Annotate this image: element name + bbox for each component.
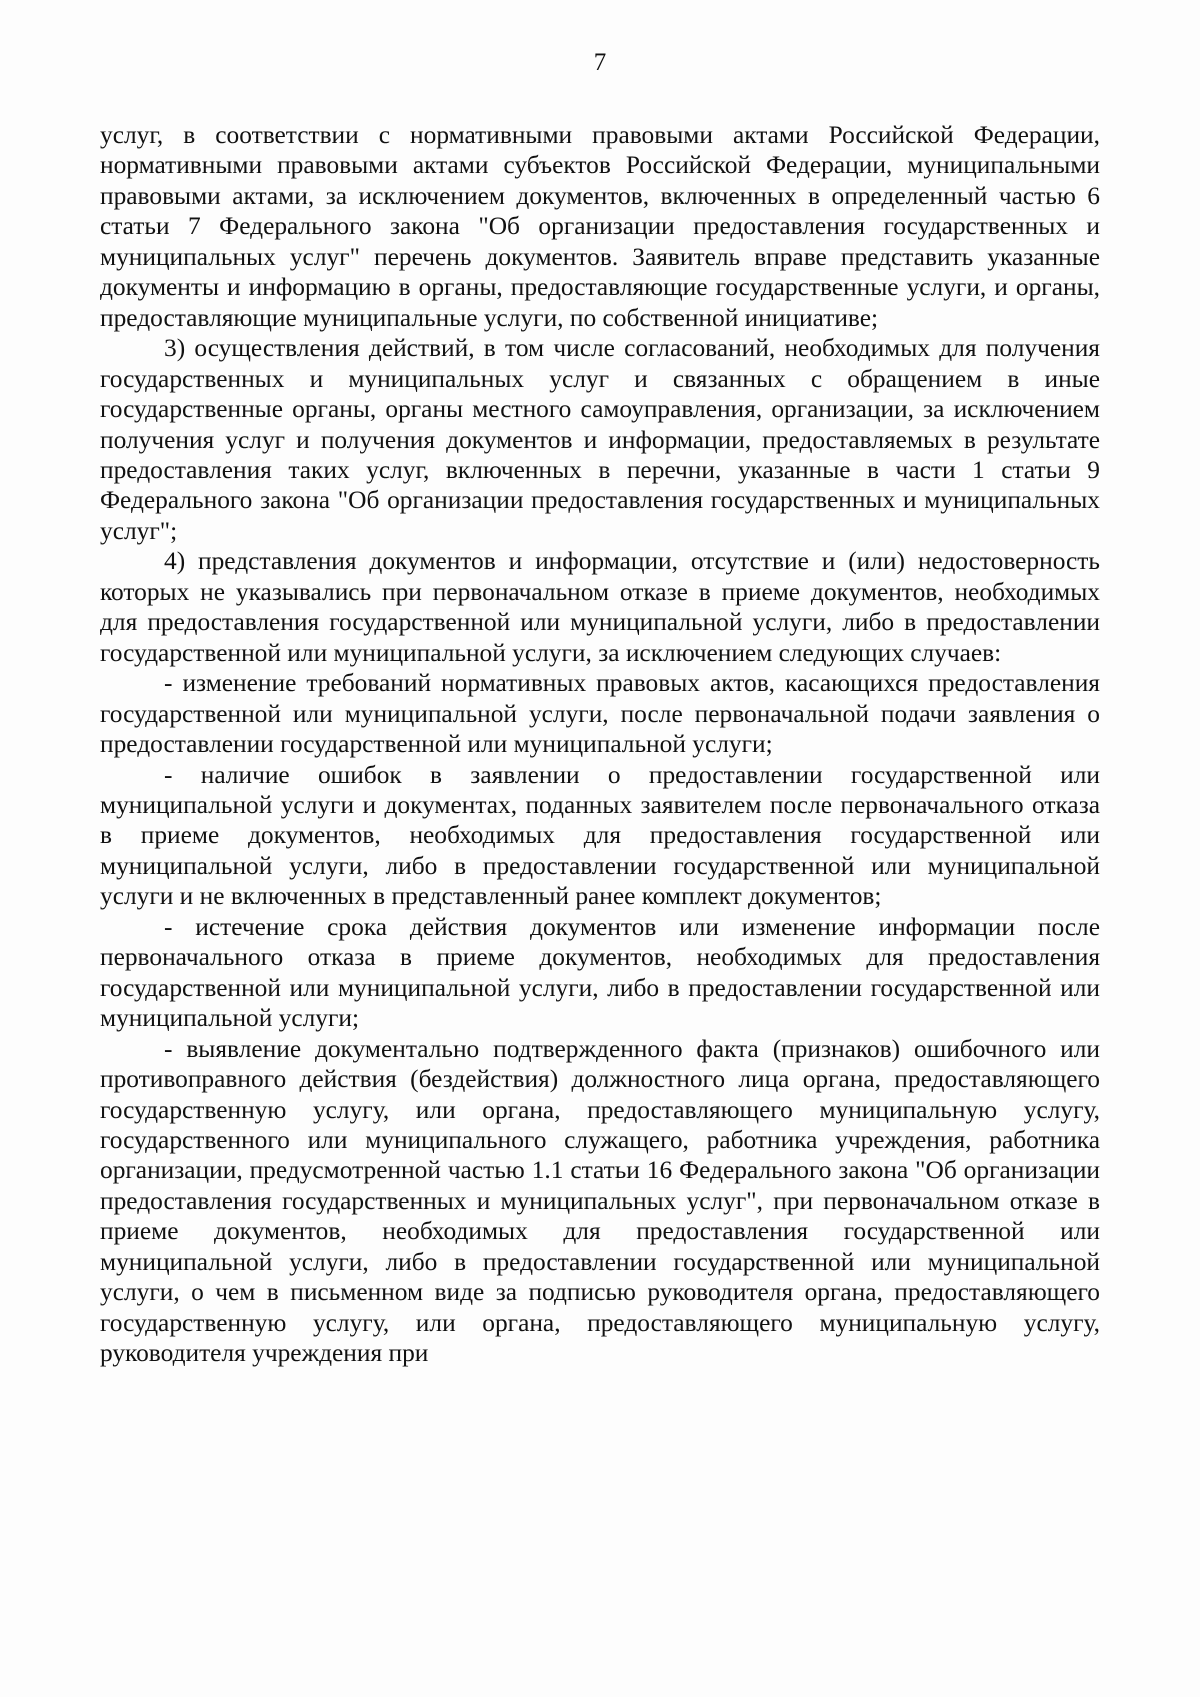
paragraph-case-official-error: - выявление документально подтвержденного факта (признаков) ошибочного или противоправного действия (бездействия) должностного лица органа, предоставляющего государственную услугу, или органа, предоставляющего муниципальную услугу, государственного или муниципального служащего, работника учреждения, работника организации, предусмотренной частью 1.1 статьи 16 Федерального закона "Об организации предоставления государственных и муниципальных услуг", при первоначальном отказе в приеме документов, необходимых для предоставления государственной или муниципальной услуги, либо в предоставлении государственной или муниципальной услуги, о чем в письменном виде за подписью руководителя органа, предоставляющего государственную услугу, или органа, предоставляющего муниципальную услугу, руководителя учреждения при — [100, 1034, 1100, 1368]
paragraph-item-4: 4) представления документов и информации, отсутствие и (или) недостоверность которых не указывались при первоначальном отказе в приеме документов, необходимых для предоставления государственной или муниципальной услуги, либо в предоставлении государственной или муниципальной услуги, за исключением следующих случаев: — [100, 547, 1100, 667]
page-number: 7 — [593, 49, 607, 76]
paragraph-case-requirements-change: - изменение требований нормативных правовых актов, касающихся предоставления государственной или муниципальной услуги, после первоначальной подачи заявления о предоставлении государственной или муниципальной услуги; — [100, 669, 1100, 759]
document-body — [100, 120, 1100, 1369]
paragraph-item-3: 3) осуществления действий, в том числе согласований, необходимых для получения государственных и муниципальных услуг и связанных с обращением в иные государственные органы, органы местного самоуправления, организации, за исключением получения услуг и получения документов и информации, предоставляемых в результате предоставления таких услуг, включенных в перечни, указанные в части 1 статьи 9 Федерального закона "Об организации предоставления государственных и муниципальных услуг"; — [100, 334, 1100, 545]
paragraph-case-expiry: - истечение срока действия документов или изменение информации после первоначального отказа в приеме документов, необходимых для предоставления государственной или муниципальной услуги, либо в предоставлении государственной или муниципальной услуги; — [100, 912, 1100, 1033]
paragraph-case-errors: - наличие ошибок в заявлении о предоставлении государственной или муниципальной услуги и документах, поданных заявителем после первоначального отказа в приеме документов, необходимых для предоставления государственной или муниципальной услуги, либо в предоставлении государственной или муниципальной услуги и не включенных в представленный ранее комплект документов; — [100, 760, 1100, 911]
paragraph-continuation: услуг, в соответствии с нормативными правовыми актами Российской Федерации, нормативными правовыми актами субъектов Российской Федерации, муниципальными правовыми актами, за исключением документов, включенных в определенный частью 6 статьи 7 Федерального закона "Об организации предоставления государственных и муниципальных услуг" перечень документов. Заявитель вправе представить указанные документы и информацию в органы, предоставляющие государственные услуги, и органы, предоставляющие муниципальные услуги, по собственной инициативе; — [100, 121, 1100, 332]
